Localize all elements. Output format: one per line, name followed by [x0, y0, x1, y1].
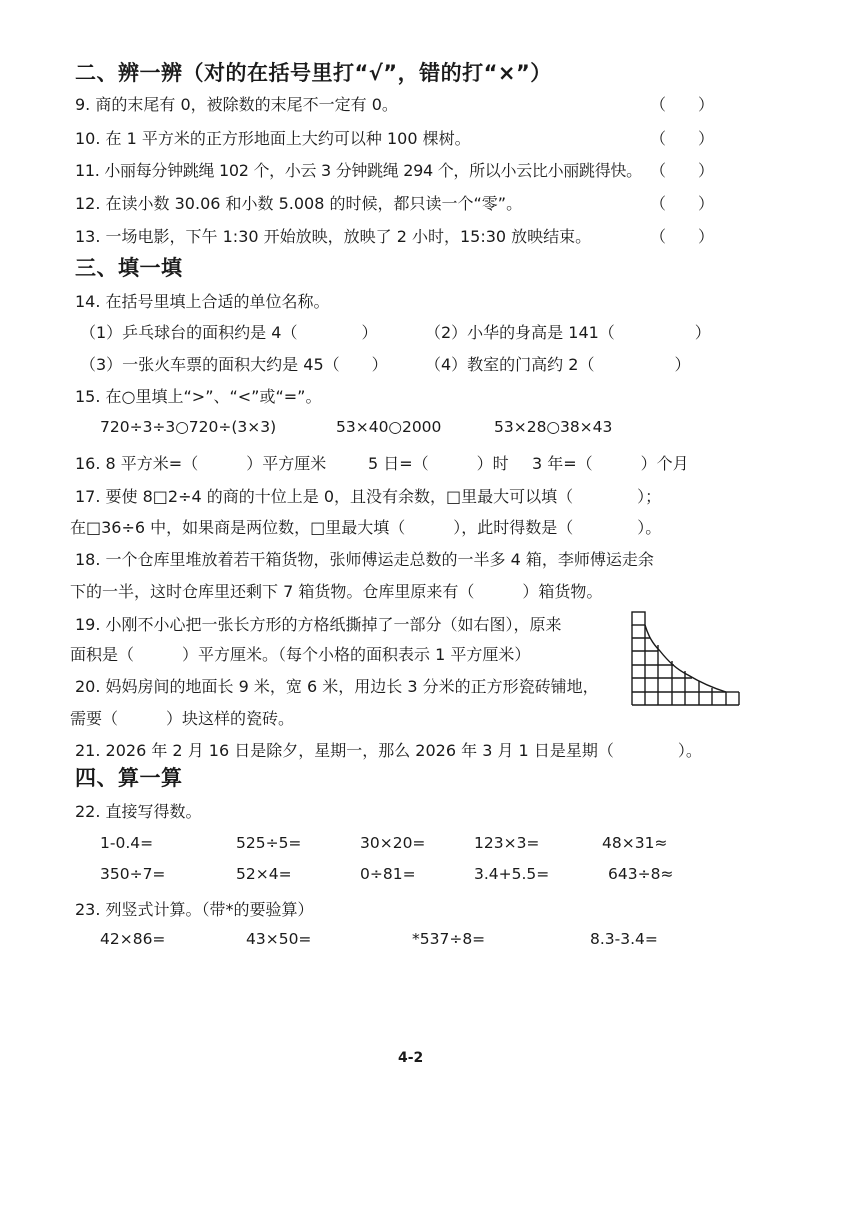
calc-22-2: 525÷5=: [236, 834, 302, 852]
question-15-stem: 15. 在○里填上“>”、“<”或“=”。: [75, 387, 322, 406]
question-20-line-1: 20. 妈妈房间的地面长 9 米，宽 6 米，用边长 3 分米的正方形瓷砖铺地，: [75, 677, 599, 696]
torn-grid-paper-figure: [630, 611, 742, 707]
question-17-line-1: 17. 要使 8□2÷4 的商的十位上是 0，且没有余数，□里最大可以填（ ）；: [75, 487, 662, 506]
calc-22-8: 0÷81=: [360, 865, 416, 883]
section-4-title: 四、算一算: [75, 766, 183, 790]
question-16-part-2: 5 日=（ ）时: [368, 454, 509, 473]
question-14-stem: 14. 在括号里填上合适的单位名称。: [75, 292, 330, 311]
answer-paren-10[interactable]: （ ）: [650, 129, 715, 148]
question-14-part-1: （1）乒乓球台的面积约是 4（ ）: [80, 323, 378, 342]
question-15-expr-1: 720÷3÷3○720÷(3×3): [100, 418, 277, 436]
question-16-part-1: 16. 8 平方米=（ ）平方厘米: [75, 454, 327, 473]
question-9: 9. 商的末尾有 0，被除数的末尾不一定有 0。: [75, 95, 398, 114]
calc-22-6: 350÷7=: [100, 865, 166, 883]
answer-paren-13[interactable]: （ ）: [650, 227, 715, 246]
question-22-stem: 22. 直接写得数。: [75, 802, 202, 821]
question-15-expr-3: 53×28○38×43: [494, 418, 613, 436]
calc-22-10: 643÷8≈: [608, 865, 674, 883]
question-23-stem: 23. 列竖式计算。（带*的要验算）: [75, 900, 314, 919]
calc-22-7: 52×4=: [236, 865, 292, 883]
question-14-part-3: （3）一张火车票的面积大约是 45（ ）: [80, 355, 388, 374]
calc-22-4: 123×3=: [474, 834, 540, 852]
calc-22-3: 30×20=: [360, 834, 426, 852]
question-16-part-3: 3 年=（ ）个月: [532, 454, 689, 473]
calc-22-1: 1-0.4=: [100, 834, 154, 852]
question-15-expr-2: 53×40○2000: [336, 418, 442, 436]
section-3-title: 三、填一填: [75, 256, 183, 280]
question-17-line-2: 在□36÷6 中，如果商是两位数，□里最大填（ ），此时得数是（ ）。: [70, 518, 662, 537]
section-2-title: 二、辨一辨（对的在括号里打“√”，错的打“×”）: [75, 61, 552, 85]
answer-paren-11[interactable]: （ ）: [650, 161, 715, 180]
calc-22-5: 48×31≈: [602, 834, 668, 852]
vertical-calc-1: 42×86=: [100, 930, 166, 948]
question-20-line-2: 需要（ ）块这样的瓷砖。: [70, 709, 295, 728]
question-18-line-2: 下的一半，这时仓库里还剩下 7 箱货物。仓库里原来有（ ）箱货物。: [70, 582, 603, 601]
question-19-line-2: 面积是（ ）平方厘米。（每个小格的面积表示 1 平方厘米）: [70, 645, 531, 664]
question-11: 11. 小丽每分钟跳绳 102 个，小云 3 分钟跳绳 294 个，所以小云比小丽跳得快。: [75, 161, 642, 180]
vertical-calc-3: *537÷8=: [412, 930, 486, 948]
page-number: 4-2: [398, 1050, 424, 1066]
question-14-part-4: （4）教室的门高约 2（ ）: [425, 355, 691, 374]
question-18-line-1: 18. 一个仓库里堆放着若干箱货物，张师傅运走总数的一半多 4 箱，李师傅运走余: [75, 550, 654, 569]
question-10: 10. 在 1 平方米的正方形地面上大约可以种 100 棵树。: [75, 129, 471, 148]
vertical-calc-2: 43×50=: [246, 930, 312, 948]
answer-paren-12[interactable]: （ ）: [650, 194, 715, 213]
question-12: 12. 在读小数 30.06 和小数 5.008 的时候，都只读一个“零”。: [75, 194, 523, 213]
calc-22-9: 3.4+5.5=: [474, 865, 550, 883]
vertical-calc-4: 8.3-3.4=: [590, 930, 658, 948]
question-13: 13. 一场电影，下午 1:30 开始放映，放映了 2 小时，15:30 放映结束。: [75, 227, 592, 246]
answer-paren-9[interactable]: （ ）: [650, 95, 715, 114]
question-21: 21. 2026 年 2 月 16 日是除夕，星期一，那么 2026 年 3 月 1 日是星期（ ）。: [75, 741, 702, 760]
question-19-line-1: 19. 小刚不小心把一张长方形的方格纸撕掉了一部分（如右图），原来: [75, 615, 562, 634]
question-14-part-2: （2）小华的身高是 141（ ）: [425, 323, 711, 342]
